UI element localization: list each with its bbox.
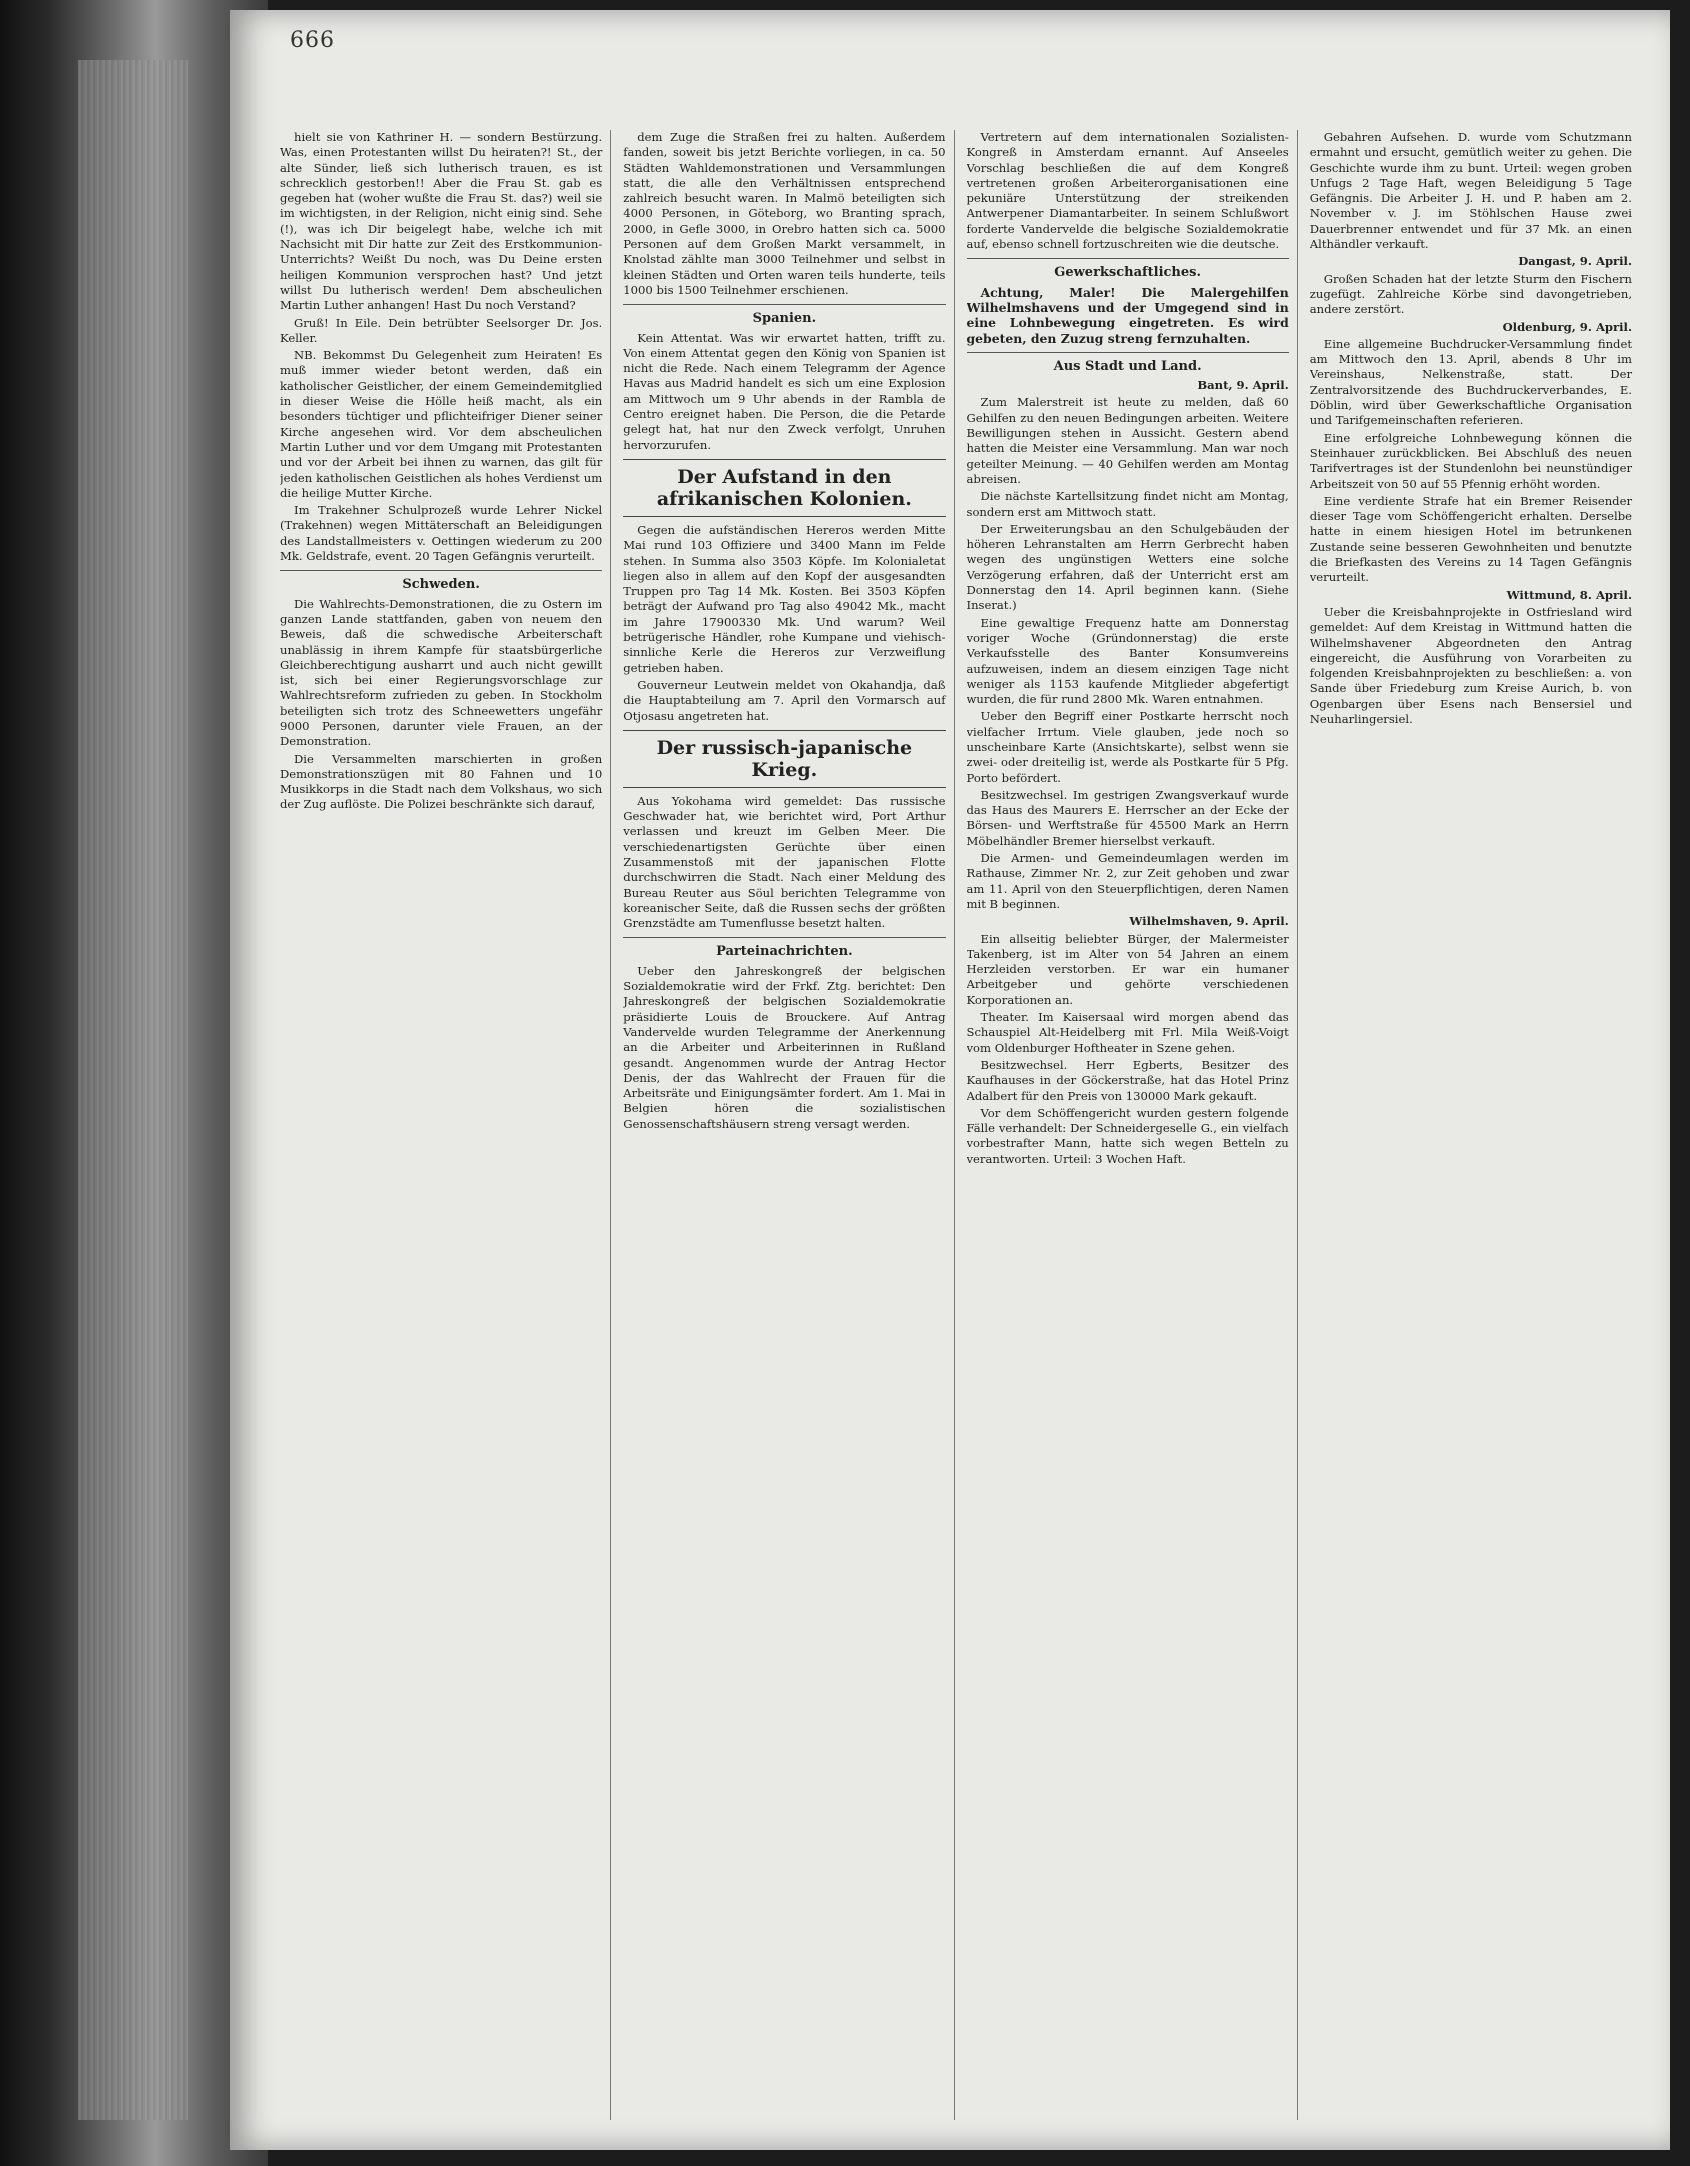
paragraph: Vor dem Schöffengericht wurden gestern folgende Fälle verhandelt: Der Schneidergeselle G., ein vielfach vorbestrafter Mann, hatte sich wegen Betteln zu verantworten. Urteil: 3 Wochen Haft. — [966, 1105, 1289, 1166]
page-number: 666 — [290, 28, 335, 53]
paragraph: Eine allgemeine Buchdrucker-Versammlung findet am Mittwoch den 13. April, abends 8 Uhr im Vereinshaus, Nelkenstraße, statt. Der Zentralvorsitzende des Buchdruckerverbandes, E. Döblin, wird über Gewerkschaftliche Organisation und Tarifgemeinschaften referieren. — [1309, 336, 1632, 428]
divider — [623, 937, 945, 938]
section-title-gewerkschaftliches: Gewerkschaftliches. — [1054, 265, 1201, 281]
section-title-parteinachrichten: Parteinachrichten. — [716, 944, 853, 960]
paragraph: Gruß! In Eile. Dein betrübter Seelsorger Dr. Jos. Keller. — [280, 315, 603, 345]
section-title-schweden: Schweden. — [402, 577, 480, 593]
paragraph: Ueber den Begriff einer Postkarte herrscht noch vielfacher Irrtum. Viele glauben, jede noch so unscheinbare Karte (Ansichtskarte), selbst wenn sie zwei- oder dreiteilig ist, werde als Postkarte für 5 Pfg. Porto befördert. — [966, 709, 1289, 785]
paragraph: Gebahren Aufsehen. D. wurde vom Schutzmann ermahnt und ersucht, gemütlich weiter zu gehen. Die Geschichte wurde ihm zu bunt. Urteil: wegen groben Unfugs 2 Tage Haft, wegen Beleidigung 5 Tage Gefängnis. Die Arbeiter J. H. und P. haben am 2. November v. J. im Stöhlschen Hause zwei Dauerbrenner entwendet und für 37 Mk. an einen Althändler verkauft. — [1309, 130, 1632, 252]
divider — [967, 352, 1289, 353]
paragraph: Ueber die Kreisbahnprojekte in Ostfriesland wird gemeldet: Auf dem Kreistag in Wittmund hatten die Wilhelmshavener Abgeordneten den Antrag eingereicht, die Ausführung von Vorarbeiten zu folgenden Kreisbahnprojekten zu beschließen: a. von Sande über Friedeburg zum Kreise Aurich, b. von Ogenbargen über Esens nach Bensersiel und Neuharlingersiel. — [1309, 604, 1632, 726]
section-title-spanien: Spanien. — [752, 311, 817, 327]
page-edges — [78, 60, 188, 2120]
paragraph: Im Trakehner Schulprozeß wurde Lehrer Nickel (Trakehnen) wegen Mittäterschaft an Beleidigungen des Landstallmeisters v. Oettingen wiederum zu 200 Mk. Geldstrafe, event. 20 Tagen Gefängnis verurteilt. — [280, 503, 603, 564]
paragraph: Kein Attentat. Was wir erwartet hatten, trifft zu. Von einem Attentat gegen den König von Spanien ist nicht die Rede. Nach einem Telegramm der Agence Havas aus Madrid handelt es sich um eine Explosion am Mittwoch um 9 Uhr abends in der Rambla de Centro ereignet haben. Die Person, die die Petarde gelegt hat, hat nur den Zweck verfolgt, Unruhen hervorzurufen. — [623, 330, 946, 452]
paragraph: Eine erfolgreiche Lohnbewegung können die Steinhauer zurückblicken. Bei Abschluß des neuen Tarifvertrages ist der Stundenlohn bei neunstündiger Arbeitszeit von 50 auf 55 Pfennig erhöht worden. — [1309, 430, 1632, 491]
divider — [623, 304, 945, 305]
paragraph: Die Armen- und Gemeindeumlagen werden im Rathause, Zimmer Nr. 2, zur Zeit gehoben und zwar am 11. April von den Steuerpflichtigen, deren Namen mit B beginnen. — [966, 851, 1289, 911]
dateline: Dangast, 9. April. — [1518, 254, 1632, 269]
dateline: Oldenburg, 9. April. — [1502, 319, 1632, 334]
paragraph: Gegen die aufständischen Hereros werden Mitte Mai rund 103 Offiziere und 3400 Mann im Felde stehen. In Summa also 3503 Köpfe. Im Kolonialetat liegen also in allem auf den Kopf der ausgesandten Truppen pro Tag 14 Mk. Kosten. Bei 3503 Köpfen beträgt der Aufwand pro Tag also 49042 Mk., macht im Jahre 17900330 Mk. Und warum? Weil betrügerische Händler, rohe Kumpane und viehisch-sinnliche Kerle die Hereros zur Verzweiflung getrieben haben. — [623, 522, 946, 675]
column-2 — [623, 130, 954, 2120]
paragraph: Theater. Im Kaisersaal wird morgen abend das Schauspiel Alt-Heidelberg mit Frl. Mila Weiß-Voigt vom Oldenburger Hoftheater in Szene gehen. — [966, 1010, 1289, 1055]
paragraph: Eine verdiente Strafe hat ein Bremer Reisender dieser Tage vom Schöffengericht erhalten. Derselbe hatte in einem hiesigen Hotel im betrunkenen Zustande seine besseren Gewohnheiten und benutzte die Briefkasten des Vereins zu 14 Tagen Gefängnis verurteilt. — [1309, 493, 1632, 585]
paragraph: Zum Malerstreit ist heute zu melden, daß 60 Gehilfen zu den neuen Bedingungen arbeiten. Weitere Bewilligungen stehen in Aussicht. Gestern abend hatten die Meister eine Versammlung. Man war noch geteilter Meinung. — 40 Gehilfen werden am Montag abreisen. — [966, 395, 1289, 486]
paragraph: dem Zuge die Straßen frei zu halten. Außerdem fanden, soweit bis jetzt Berichte vorliegen, in ca. 50 Städten Wahldemonstrationen und Versammlungen statt, die alle den Verhältnissen entsprechend zahlreich besucht waren. In Malmö beteiligten sich 4000 Personen, in Göteborg, wo Branting sprach, 2000, in Gefle 3000, in Orebro hatten sich ca. 5000 Personen auf dem Großen Markt versammelt, in Knolstad zählte man 3000 Teilnehmer und selbst in kleinen Städten und Orten waren teils hunderte, teils 1000 bis 1500 Teilnehmer erschienen. — [623, 130, 946, 297]
paragraph: Die Wahlrechts-Demonstrationen, die zu Ostern im ganzen Lande stattfanden, gaben von neuem den Beweis, daß die schwedische Arbeiterschaft unablässig in ihrem Kampfe für staatsbürgerliche Gleichberechtigung ausharrt und auch nicht gewillt ist, sich bei einer Regierungsvorschlage zur Wahlrechtsreform zufrieden zu geben. In Stockholm beteiligten sich trotz des Schneewetters ungefähr 9000 Personen, darunter viele Frauen, an der Demonstration. — [280, 596, 603, 749]
paragraph: Großen Schaden hat der letzte Sturm den Fischern zugefügt. Zahlreiche Körbe sind davongetrieben, andere zerstört. — [1309, 271, 1632, 317]
headline-krieg: Der russisch-japanische Krieg. — [623, 730, 945, 788]
divider — [280, 570, 602, 571]
divider — [967, 258, 1289, 259]
paragraph: Besitzwechsel. Im gestrigen Zwangsverkauf wurde das Haus des Maurers E. Herrscher an der Ecke der Börsen- und Werftstraße für 45500 Mark an Herrn Möbelhändler Bremer hierselbst verkauft. — [966, 787, 1289, 848]
paragraph: Vertretern auf dem internationalen Sozialisten-Kongreß in Amsterdam ernannt. Auf Anseeles Vorschlag beschließen die auf dem Kongreß vertretenen großen Arbeiterorganisationen eine pekuniäre Unterstützung der streikenden Antwerpener Diamantarbeiter. In seinem Schlußwort forderte Vandervelde die belgische Sozialdemokratie auf, ebenso schnell fortzuschreiten wie die deutsche. — [966, 130, 1289, 252]
paragraph: NB. Bekommst Du Gelegenheit zum Heiraten! Es muß immer wieder betont werden, daß ein katholischer Geistlicher, der einem Gemeindemitglied in dieser Weise die Hölle heiß macht, als ein besonders tüchtiger und pflichteifriger Diener seiner Kirche angesehen wird. Vor dem abscheulichen Martin Luther und vor dem Umgang mit Protestanten und vor der Arbeit bei ihnen zu warnen, das gilt für jeden katholischen Geistlichen als hohes Verdienst um die heilige Mutter Kirche. — [280, 348, 603, 500]
paragraph: Ein allseitig beliebter Bürger, der Malermeister Takenberg, ist im Alter von 54 Jahren an einem Herzleiden verstorben. Er war ein humaner Arbeitgeber und gehörte verschiedenen Korporationen an. — [966, 931, 1289, 1007]
paragraph: Gouverneur Leutwein meldet von Okahandja, daß die Hauptabteilung am 7. April den Vormarsch auf Otjosasu angetreten hat. — [623, 677, 946, 723]
paragraph: Der Erweiterungsbau an den Schulgebäuden der höheren Lehranstalten am Herrn Gerbrecht haben wegen des ungünstigen Wetters eine solche Verzögerung erfahren, daß der Unterricht erst am Donnerstag den 14. April beginnen kann. (Siehe Inserat.) — [966, 521, 1289, 613]
column-1 — [280, 130, 611, 2120]
paragraph: Die nächste Kartellsitzung findet nicht am Montag, sondern erst am Mittwoch statt. — [966, 489, 1289, 519]
book-spine — [0, 0, 268, 2166]
paragraph: Aus Yokohama wird gemeldet: Das russische Geschwader hat, wie berichtet wird, Port Arthur verlassen und kreuzt im Gelben Meer. Die verschiedenartigsten Gerüchte über einen Zusammenstoß mit der japanischen Flotte durchschwirren die Stadt. Nach einer Meldung des Bureau Reuter aus Söul berichten Telegramme von koreanischer Seite, daß die Russen sechs der größten Grenzstädte am Tumenflusse besetzt halten. — [623, 793, 946, 931]
column-3 — [967, 130, 1298, 2120]
section-title-stadt-und-land: Aus Stadt und Land. — [1053, 358, 1202, 374]
paragraph: Besitzwechsel. Herr Egberts, Besitzer des Kaufhauses in der Göckerstraße, hat das Hotel Prinz Adalbert für den Preis von 130000 Mark gekauft. — [966, 1057, 1289, 1103]
headline-afrika: Der Aufstand in den afrikanischen Kolonien. — [623, 459, 945, 517]
dateline: Bant, 9. April. — [1197, 378, 1289, 393]
column-4 — [1310, 130, 1640, 2120]
dateline: Wittmund, 8. April. — [1506, 587, 1632, 602]
paragraph: Ueber den Jahreskongreß der belgischen Sozialdemokratie wird der Frkf. Ztg. berichtet: Den Jahreskongreß der belgischen Sozialdemokratie präsidierte Louis de Brouckere. Auf Antrag Vandervelde wurden Telegramme der Anerkennung an die Arbeiter und Arbeiterinnen in Rußland gesandt. Angenommen wurde der Antrag Hector Denis, der das Wahlrecht der Frauen für die Arbeitsräte und Einigungsämter fordert. Am 1. Mai in Belgien hören die sozialistischen Genossenschaftshäusern streng versagt werden. — [623, 963, 946, 1131]
paragraph: hielt sie von Kathriner H. — sondern Bestürzung. Was, einen Protestanten willst Du heiraten?! St., der alte Sünder, ließ sich lutherisch trauen, es ist schrecklich gestorben!! Aber die Frau St. gab es gegeben hat (woher wußte die Frau St. das?) weil sie im wichtigsten, in der Religion, nicht einig sind. Sehe (!), was ich Dir beigelegt habe, welche ich mit Nachsicht mit Dir hatte zur Zeit des Erstkommunion-Unterrichts? Weißt Du noch, was Du Deine ersten heiligen Kommunion versprochen hast? Und jetzt willst Du lutherisch werden! Dem abscheulichen Martin Luther anhangen! Hast Du noch Verstand? — [280, 130, 603, 313]
paragraph: Eine gewaltige Frequenz hatte am Donnerstag voriger Woche (Gründonnerstag) die erste Verkaufsstelle des Banter Konsumvereins aufzuweisen, indem an diesem einzigen Tage nicht weniger als 1153 kaufende Mitglieder abgefertigt wurden, die für rund 2800 Mk. Waren entnahmen. — [966, 615, 1289, 707]
dateline: Wilhelmshaven, 9. April. — [1129, 914, 1289, 929]
notice-maler: Achtung, Maler! Die Malergehilfen Wilhelmshavens und der Umgegend sind in eine Lohnbewegung eingetreten. Es wird gebeten, den Zuzug streng fernzuhalten. — [966, 284, 1289, 346]
paragraph: Die Versammelten marschierten in großen Demonstrationszügen mit 80 Fahnen und 10 Musikkorps in die Stadt nach dem Volkshaus, wo sich der Zug auflöste. Die Polizei beschränkte sich darauf, — [280, 751, 603, 812]
article-columns — [280, 130, 1640, 2120]
